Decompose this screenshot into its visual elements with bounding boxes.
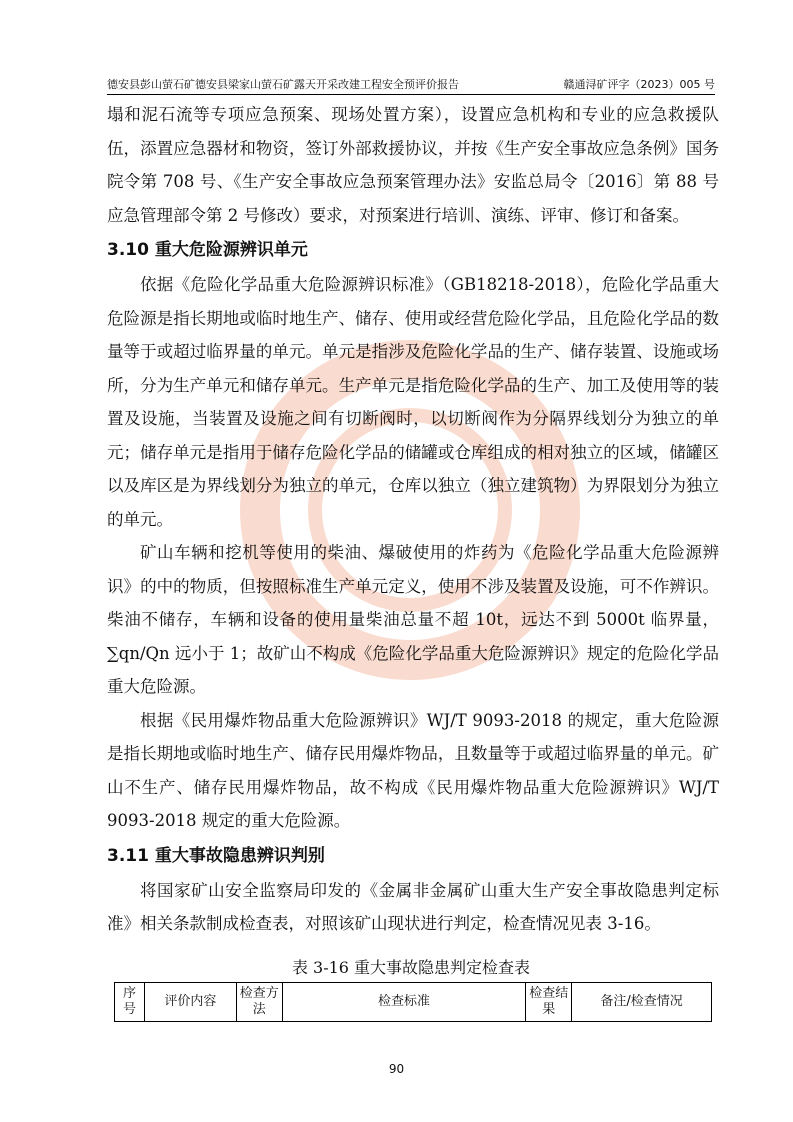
- document-body: [107, 98, 719, 941]
- paragraph-checklist-intro: 将国家矿山安全监察局印发的《金属非金属矿山重大生产安全事故隐患判定标准》相关条款制成检查表，对照该矿山现状进行判定，检查情况见表 3-16。: [107, 880, 719, 933]
- page-number: 90: [388, 1062, 405, 1076]
- header-report-title: 德安县彭山萤石矿德安县梁家山萤石矿露天开采改建工程安全预评价报告: [107, 78, 459, 91]
- header-method: 检查方法: [236, 983, 282, 1022]
- header-content: 评价内容: [144, 983, 236, 1022]
- paragraph-hazard-definition: 依据《危险化学品重大危险源辨识标准》（GB18218-2018），危险化学品重大危险源是指长期地或临时地生产、储存、使用或经营危险化学品，且危险化学品的数量等于或超过临界量的单元。单元是指涉及危险化学品的生产、储存装置、设施或场所，分为生产单元和储存单元。生产单元是指危险化学品的生产、加工及使用等的装置及设施，当装置及设施之间有切断阀时，以切断阀作为分隔界线划分为独立的单元；储存单元是指用于储存危险化学品的储罐或仓库组成的相对独立的区域，储罐区以及库区是为界线划分为独立的单元，仓库以独立（独立建筑物）为界限划分为独立的单元。: [107, 275, 719, 529]
- header-report-number: 赣通浔矿评字（2023）005 号: [563, 78, 715, 91]
- page-header: [107, 76, 715, 95]
- hazard-check-table: [114, 982, 712, 1022]
- header-result: 检查结果: [526, 983, 572, 1022]
- paragraph-diesel-explosives: 矿山车辆和挖机等使用的柴油、爆破使用的炸药为《危险化学品重大危险源辨识》的中的物质，但按照标准生产单元定义，使用不涉及装置及设施，可不作辨识。柴油不储存，车辆和设备的使用量柴油总量不超 10t，远达不到 5000t 临界量，∑qn/Qn 远小于 1；故矿山不构成《危险化学品重大危险源辨识》规定的危险化学品重大危险源。: [107, 543, 719, 696]
- header-remarks: 备注/检查情况: [572, 983, 712, 1022]
- paragraph-civil-explosives: 根据《民用爆炸物品重大危险源辨识》WJ/T 9093-2018 的规定，重大危险源是指长期地或临时地生产、储存民用爆炸物品，且数量等于或超过临界量的单元。矿山不生产、储存民用爆炸物品，故不构成《民用爆炸物品重大危险源辨识》WJ/T 9093-2018 规定的重大危险源。: [107, 710, 719, 830]
- section-heading-3-11: 3.11 重大事故隐患辨识判别: [107, 845, 325, 866]
- table-caption: 表 3-16 重大事故隐患判定检查表: [291, 958, 531, 977]
- section-heading-3-10: 3.10 重大危险源辨识单元: [107, 240, 308, 260]
- table-header-row: [115, 983, 712, 1022]
- paragraph-emergency-plan: 塌和泥石流等专项应急预案、现场处置方案），设置应急机构和专业的应急救援队伍，添置应急器材和物资，签订外部救援协议，并按《生产安全事故应急条例》国务院令第 708 号、《生产安全事故应急预案管理办法》安监总局令〔2016〕第 88 号应急管理部令第 2 号修改）要求，对预案进行培训、演练、评审、修订和备案。: [107, 105, 719, 225]
- header-standard: 检查标准: [282, 983, 526, 1022]
- header-serial: 序号: [115, 983, 145, 1022]
